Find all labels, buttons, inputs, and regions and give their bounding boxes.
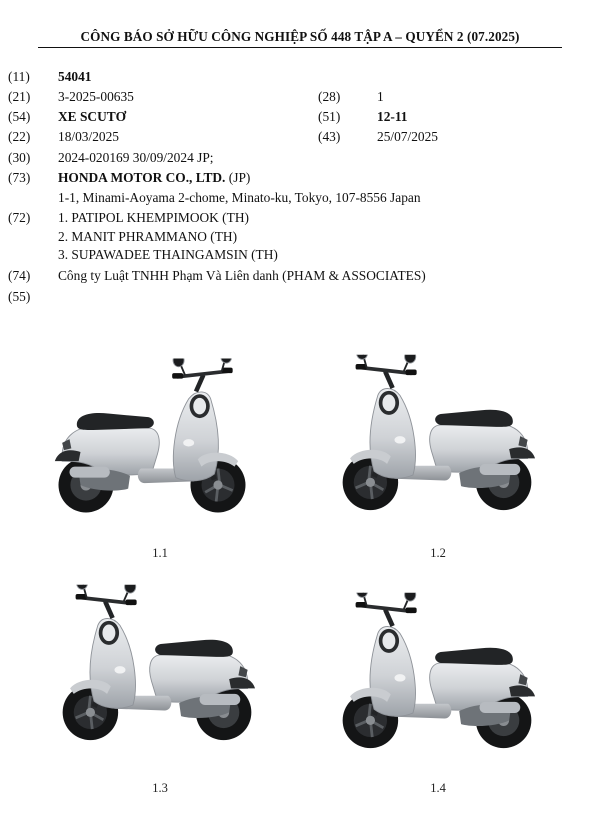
field-code-55: (55) bbox=[8, 289, 31, 304]
owner bbox=[58, 170, 250, 186]
field-code-73: (73) bbox=[8, 170, 31, 185]
gazette-header: CÔNG BÁO SỞ HỮU CÔNG NGHIỆP SỐ 448 TẬP A – QUYỂN 2 (07.2025) bbox=[38, 29, 562, 48]
figure-caption-1-1: 1.1 bbox=[152, 546, 168, 560]
field-code-54: (54) bbox=[8, 109, 31, 124]
filing-date: 18/03/2025 bbox=[58, 129, 120, 144]
scooter-front-left-view bbox=[63, 578, 255, 740]
field-code-30: (30) bbox=[8, 150, 31, 165]
registration-number: 54041 bbox=[58, 69, 92, 84]
design-count: 1 bbox=[377, 89, 384, 104]
scooter-figure-1-4 bbox=[326, 586, 548, 766]
priority-data: 2024-020169 30/09/2024 JP; bbox=[58, 150, 214, 165]
inventor-3: 3. SUPAWADEE THAINGAMSIN (TH) bbox=[58, 247, 278, 262]
field-code-22: (22) bbox=[8, 129, 31, 144]
field-code-74: (74) bbox=[8, 268, 31, 283]
scooter-figure-1-3 bbox=[46, 578, 268, 758]
field-code-11: (11) bbox=[8, 69, 30, 84]
field-code-28: (28) bbox=[318, 89, 341, 104]
scooter-rear-right-view bbox=[343, 586, 535, 748]
field-code-72: (72) bbox=[8, 210, 31, 225]
locarno-class: 12-11 bbox=[377, 109, 408, 124]
agent: Công ty Luật TNHH Phạm Và Liên danh (PHAM & ASSOCIATES) bbox=[58, 268, 426, 283]
field-code-43: (43) bbox=[318, 129, 341, 144]
design-title: XE SCUTƠ bbox=[58, 109, 127, 124]
inventor-1: 1. PATIPOL KHEMPIMOOK (TH) bbox=[58, 210, 249, 225]
field-code-51: (51) bbox=[318, 109, 341, 124]
figure-caption-1-3: 1.3 bbox=[152, 781, 168, 795]
application-number: 3-2025-00635 bbox=[58, 89, 134, 104]
scooter-front-right-view bbox=[55, 352, 246, 513]
scooter-rear-left-view bbox=[343, 348, 535, 510]
owner-country: (JP) bbox=[225, 170, 251, 185]
figure-caption-1-4: 1.4 bbox=[430, 781, 446, 795]
scooter-figure-1-2 bbox=[326, 348, 548, 528]
publication-date: 25/07/2025 bbox=[377, 129, 439, 144]
scooter-figure-1-1 bbox=[42, 352, 262, 530]
figure-caption-1-2: 1.2 bbox=[430, 546, 446, 560]
field-code-21: (21) bbox=[8, 89, 31, 104]
owner-address: 1-1, Minami-Aoyama 2-chome, Minato-ku, Tokyo, 107-8556 Japan bbox=[58, 190, 421, 205]
owner-name: HONDA MOTOR CO., LTD. bbox=[58, 170, 226, 185]
inventor-2: 2. MANIT PHRAMMANO (TH) bbox=[58, 229, 238, 244]
